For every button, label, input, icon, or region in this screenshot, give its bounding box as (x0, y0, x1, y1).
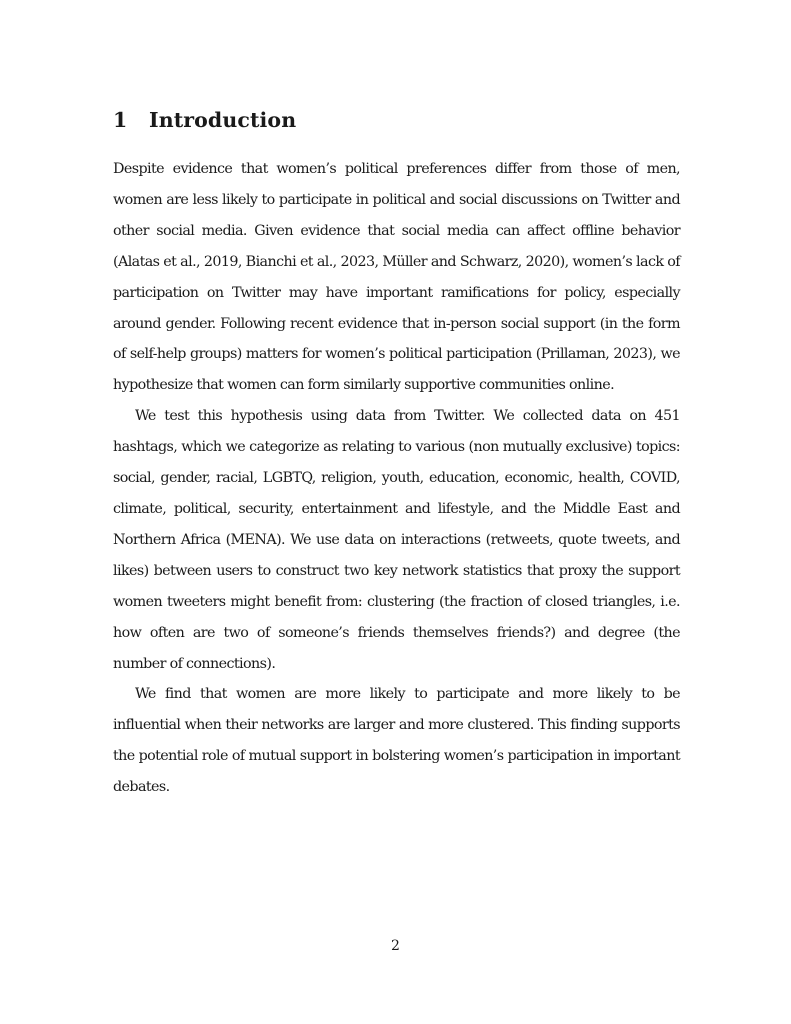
page-number: 2 (391, 938, 400, 954)
section-heading (113, 106, 296, 134)
paragraph-2: We test this hypothesis using data from Twitter. We collected data on 451 hashtags, which we categorize as relating to various (non mutually exclusive) topics: social, gender, racial, LGBTQ, religion, youth, education, economic, health, COVID, climate, political, security, entertainment and lifestyle, and the Middle East and Northern Africa (MENA). We use data on interactions (retweets, quote tweets, and likes) between users to construct two key network statistics that proxy the support women tweeters might benefit from: clustering (the fraction of closed triangles, i.e. how often are two of someone’s friends themselves friends?) and degree (the number of connections). (113, 408, 680, 672)
paragraph-1: Despite evidence that women’s political preferences differ from those of men, women are less likely to participate in political and social discussions on Twitter and other social media. Given evidence that social media can affect offline behavior (Alatas et al., 2019, Bianchi et al., 2023, Müller and Schwarz, 2020), women’s lack of participation on Twitter may have important ramifications for policy, especially around gender. Following recent evidence that in-person social support (in the form of self-help groups) matters for women’s political participation (Prillaman, 2023), we hypothesize that women can form similarly supportive communities online. (113, 161, 680, 394)
paragraph-3: We find that women are more likely to participate and more likely to be influential when their networks are larger and more clustered. This finding supports the potential role of mutual support in bolstering women’s participation in important debates. (113, 686, 680, 796)
section-number: 1 (113, 108, 128, 132)
body-text (113, 154, 680, 803)
section-title: Introduction (149, 108, 297, 132)
